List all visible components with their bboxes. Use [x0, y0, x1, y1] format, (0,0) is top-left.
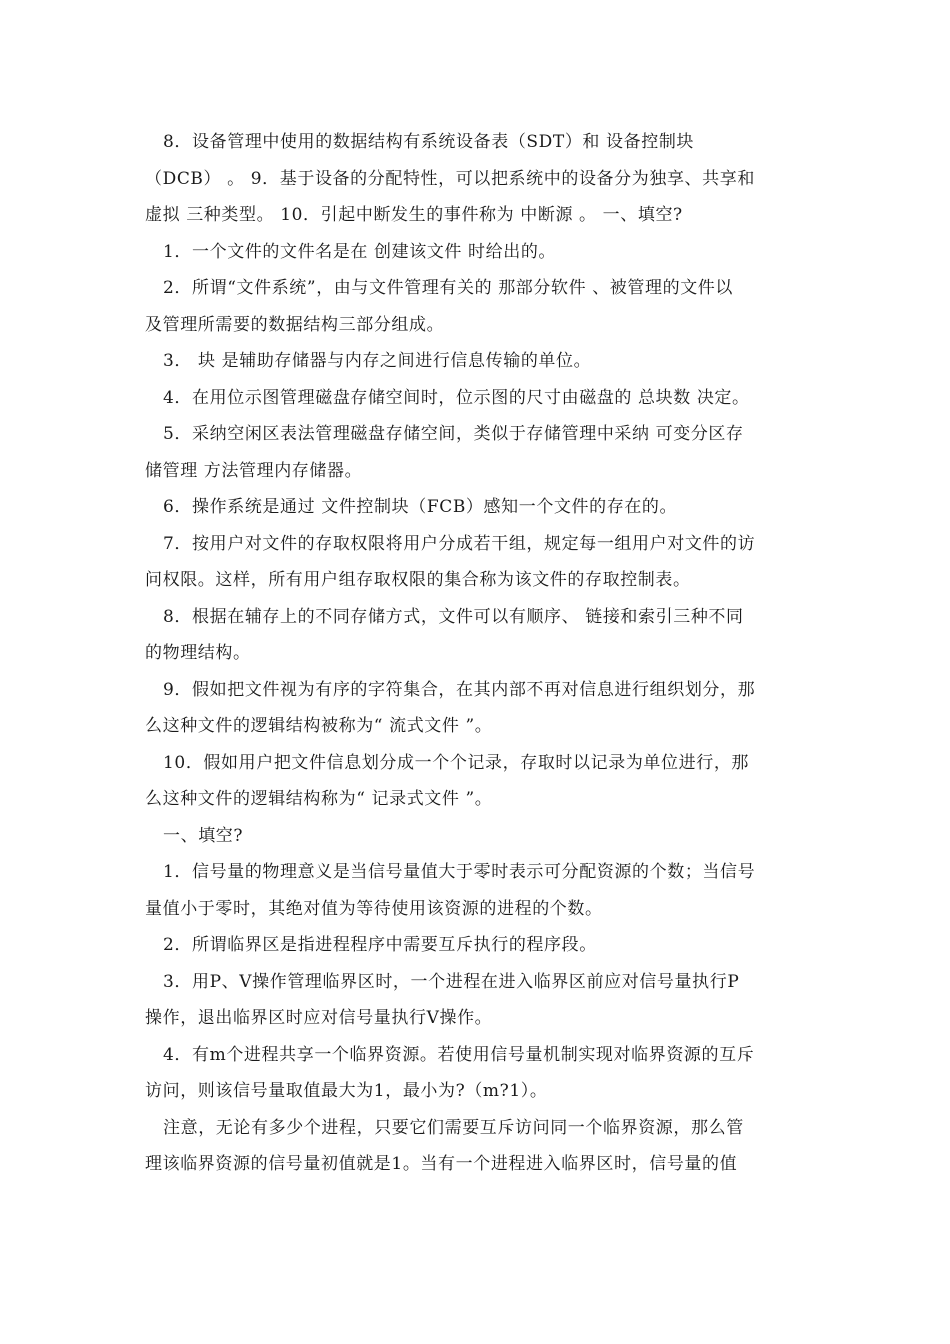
text-line: 4．在用位示图管理磁盘存储空间时，位示图的尺寸由磁盘的 总块数 决定。 — [163, 387, 750, 408]
text-line: 2．所谓“文件系统”，由与文件管理有关的 那部分软件 、被管理的文件以 — [163, 278, 734, 298]
text-line: 量值小于零时，其绝对值为等待使用该资源的进程的个数。 — [145, 898, 603, 919]
text-line: 注意，无论有多少个进程，只要它们需要互斥访问同一个临界资源，那么管 — [163, 1117, 744, 1138]
document-body — [145, 124, 807, 1183]
text-line: 操作，退出临界区时应对信号量执行V操作。 — [145, 1008, 493, 1028]
text-line: 访问，则该信号量取值最大为1，最小为?（m?1）。 — [145, 1081, 548, 1101]
text-line: 及管理所需要的数据结构三部分组成。 — [145, 314, 445, 335]
text-line: 5．采纳空闲区表法管理磁盘存储空间，类似于存储管理中采纳 可变分区存 — [163, 424, 744, 444]
text-line: 么这种文件的逻辑结构称为“ 记录式文件 ”。 — [145, 789, 493, 809]
text-line: （DCB） 。 9．基于设备的分配特性，可以把系统中的设备分为独享、共享和 — [145, 168, 755, 189]
text-line: 1．一个文件的文件名是在 创建该文件 时给出的。 — [163, 241, 557, 262]
text-line: 3．用P、V操作管理临界区时，一个进程在进入临界区前应对信号量执行P — [163, 971, 740, 992]
text-line: 2．所谓临界区是指进程程序中需要互斥执行的程序段。 — [163, 935, 597, 955]
text-line: 虚拟 三种类型。 10．引起中断发生的事件称为 中断源 。 一、填空? — [145, 205, 683, 225]
text-line: 1．信号量的物理意义是当信号量值大于零时表示可分配资源的个数；当信号 — [163, 862, 756, 882]
text-line: 的物理结构。 — [145, 643, 251, 663]
text-line: 8．设备管理中使用的数据结构有系统设备表（SDT）和 设备控制块 — [163, 132, 695, 152]
text-line: 3． 块 是辅助存储器与内存之间进行信息传输的单位。 — [163, 351, 592, 371]
text-line: 一、填空? — [163, 825, 244, 846]
text-line: 问权限。这样，所有用户组存取权限的集合称为该文件的存取控制表。 — [145, 570, 691, 590]
text-line: 8．根据在辅存上的不同存储方式，文件可以有顺序、 链接和索引三种不同 — [163, 606, 744, 627]
text-line: 9．假如把文件视为有序的字符集合，在其内部不再对信息进行组织划分，那 — [163, 679, 756, 700]
text-line: 10．假如用户把文件信息划分成一个个记录，存取时以记录为单位进行，那 — [163, 752, 750, 773]
text-line: 么这种文件的逻辑结构被称为“ 流式文件 ”。 — [145, 716, 493, 736]
text-line: 理该临界资源的信号量初值就是1。当有一个进程进入临界区时，信号量的值 — [145, 1154, 738, 1174]
text-line: 4．有m个进程共享一个临界资源。若使用信号量机制实现对临界资源的互斥 — [163, 1044, 755, 1065]
text-line: 6．操作系统是通过 文件控制块（FCB）感知一个文件的存在的。 — [163, 497, 678, 517]
text-line: 7．按用户对文件的存取权限将用户分成若干组，规定每一组用户对文件的访 — [163, 533, 756, 554]
text-line: 储管理 方法管理内存储器。 — [145, 460, 363, 481]
